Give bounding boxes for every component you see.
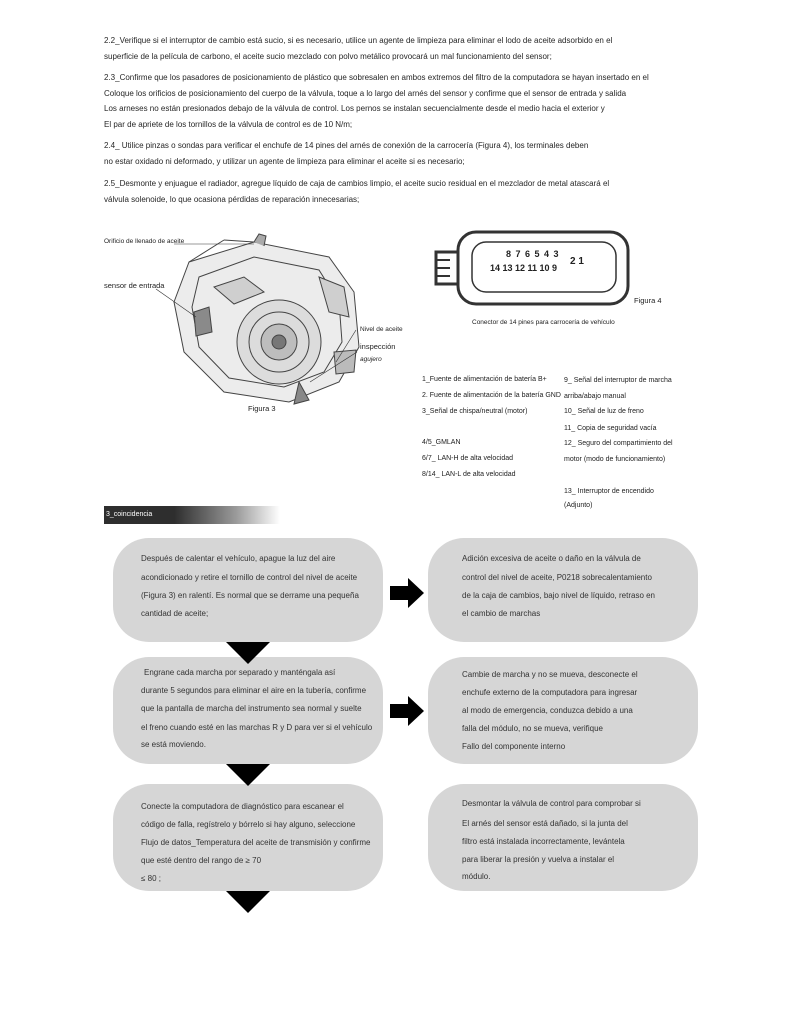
pin-list xyxy=(420,372,720,517)
flow-line: Engrane cada marcha por separado y manténgala así xyxy=(144,668,336,677)
pin-item: arriba/abajo manual xyxy=(564,393,626,400)
flow-line: Adición excesiva de aceite o daño en la válvula de xyxy=(462,554,641,563)
paragraph-line: 2.4_ Utilice pinzas o sondas para verificar el enchufe de 14 pines del arnés de conexión de la carrocería (Figura 4), los terminales deben xyxy=(104,141,589,150)
label-input-sensor: sensor de entrada xyxy=(104,281,165,290)
flow-line: el freno cuando esté en las marchas R y D para ver si el vehículo xyxy=(141,723,373,732)
pin-item: 13_ Interruptor de encendido xyxy=(564,488,654,495)
flow-line: Fallo del componente interno xyxy=(462,742,566,751)
paragraph-2-4 xyxy=(104,138,684,169)
pin-item: 2. Fuente de alimentación de la batería GND xyxy=(422,392,561,399)
arrow-down-icon xyxy=(226,891,270,913)
flow-line: control del nivel de aceite, P0218 sobrecalentamiento xyxy=(462,573,652,582)
transmission-drawing xyxy=(104,232,404,432)
pin-item: 4/5_GMLAN xyxy=(422,439,461,446)
flow-line: falla del módulo, no se mueva, verifique xyxy=(462,724,603,733)
label-hole: agujero xyxy=(360,356,382,363)
paragraph-line: 2.2_Verifique si el interruptor de cambio está sucio, si es necesario, utilice un agente de limpieza para eliminar el lodo de aceite adsorbido en el xyxy=(104,36,613,45)
arrow-down-icon xyxy=(226,764,270,786)
paragraph-line: no estar oxidado ni deformado, y utilizar un agente de limpieza para eliminar el aceite si es necesario; xyxy=(104,156,465,166)
connector-caption: Conector de 14 pines para carrocería de vehículo xyxy=(472,319,615,326)
arrow-down-icon xyxy=(226,642,270,664)
flow-line: cantidad de aceite; xyxy=(141,609,209,618)
flow-line: Desmontar la válvula de control para comprobar si xyxy=(462,799,641,808)
pin-item: 11_ Copia de seguridad vacía xyxy=(564,425,657,432)
paragraph-line: El par de apriete de los tornillos de la válvula de control es de 10 N/m; xyxy=(104,119,353,129)
paragraph-line: 2.5_Desmonte y enjuague el radiador, agregue líquido de caja de cambios limpio, el aceite sucio residual en el mezclador de metal atascará el xyxy=(104,179,610,188)
flow-line: el cambio de marchas xyxy=(462,609,541,618)
flow-step-right-2 xyxy=(428,657,698,764)
flow-line: que esté dentro del rango de ≥ 70 xyxy=(141,856,262,865)
pins-top-row: 8 7 6 5 4 3 xyxy=(506,249,560,259)
pin-item: (Adjunto) xyxy=(564,502,593,509)
flow-line: de la caja de cambios, bajo nivel de líquido, retraso en xyxy=(462,591,656,600)
flow-line: módulo. xyxy=(462,872,491,881)
paragraph-2-5 xyxy=(104,176,684,207)
flow-line: que la pantalla de marcha del instrumento sea normal y suelte xyxy=(141,704,362,713)
label-inspection: inspección xyxy=(360,342,396,351)
flow-line: acondicionado y retire el tornillo de control del nivel de aceite xyxy=(141,573,358,582)
flow-line: al modo de emergencia, conduzca debido a una xyxy=(462,706,633,715)
paragraph-line: 2.3_Confirme que los pasadores de posicionamiento de plástico que sobresalen en ambos extremos del filtro de la computadora se hayan insertado en el xyxy=(104,73,649,82)
pin-item: 10_ Señal de luz de freno xyxy=(564,408,644,415)
flow-line: para liberar la presión y vuelva a instalar el xyxy=(462,855,615,864)
arrow-right-icon xyxy=(390,696,424,726)
flow-line: Conecte la computadora de diagnóstico para escanear el xyxy=(141,802,344,811)
arrow-right-icon xyxy=(390,578,424,608)
flow-line: (Figura 3) en ralentí. Es normal que se derrame una pequeña xyxy=(141,591,359,600)
pin-item: 1_Fuente de alimentación de batería B+ xyxy=(422,376,547,383)
pins-bottom-row: 14 13 12 11 10 9 xyxy=(490,263,558,273)
pin-item: 8/14_ LAN-L de alta velocidad xyxy=(422,471,516,478)
pin-item: 3_Señal de chispa/neutral (motor) xyxy=(422,408,528,415)
flow-line: Después de calentar el vehículo, apague la luz del aire xyxy=(141,554,336,563)
paragraph-line: válvula solenoide, lo que ocasiona pérdidas de reparación innecesarias; xyxy=(104,194,360,204)
flow-line: ≤ 80 ; xyxy=(141,874,161,883)
flow-line: código de falla, regístrelo y bórrelo si hay alguno, seleccione xyxy=(141,820,356,829)
paragraph-line: Coloque los orificios de posicionamiento del cuerpo de la válvula, toque a lo largo del arnés del sensor y confirme que el sensor de entrada y salida xyxy=(104,88,627,98)
paragraph-line: Los arneses no están presionados debajo de la válvula de control. Los pernos se instalan secuencialmente desde el medio hacia el exterior y xyxy=(104,104,605,113)
label-fill-hole: Orificio de llenado de aceite xyxy=(104,238,185,245)
flow-step-left-2 xyxy=(113,657,383,764)
flow-line: Cambie de marcha y no se mueva, desconecte el xyxy=(462,670,638,679)
figure-3 xyxy=(104,232,404,432)
section-title-bar: 3_coincidencia xyxy=(104,506,280,524)
pin-item: 9_ Señal del interruptor de marcha xyxy=(564,377,672,384)
flow-line: durante 5 segundos para eliminar el aire en la tubería, confirme xyxy=(141,686,367,695)
paragraph-2-3 xyxy=(104,70,684,132)
flow-step-left-3 xyxy=(113,784,383,891)
figure-3-caption: Figura 3 xyxy=(248,404,276,413)
figure-4 xyxy=(420,226,690,336)
pin-item: motor (modo de funcionamiento) xyxy=(564,456,666,463)
flow-line: Flujo de datos_Temperatura del aceite de transmisión y confirme xyxy=(141,838,371,847)
flow-line: El arnés del sensor está dañado, si la junta del xyxy=(462,819,628,828)
pin-item: 6/7_ LAN-H de alta velocidad xyxy=(422,455,514,462)
flow-step-left-1 xyxy=(113,538,383,642)
paragraph-2-2 xyxy=(104,33,684,64)
flow-step-right-1 xyxy=(428,538,698,642)
pins-right-group: 2 1 xyxy=(570,256,584,267)
flow-line: se está moviendo. xyxy=(141,740,206,749)
flow-line: enchufe externo de la computadora para ingresar xyxy=(462,688,638,697)
pin-item: 12_ Seguro del compartimiento del xyxy=(564,440,673,447)
figure-4-caption: Figura 4 xyxy=(634,296,662,305)
paragraph-line: superficie de la película de carbono, el aceite sucio mezclado con polvo metálico provocará un mal funcionamiento del sensor; xyxy=(104,51,552,61)
flow-step-right-3 xyxy=(428,784,698,891)
flow-line: filtro está instalada incorrectamente, levántela xyxy=(462,837,625,846)
label-oil-level: Nivel de aceite xyxy=(360,326,403,333)
